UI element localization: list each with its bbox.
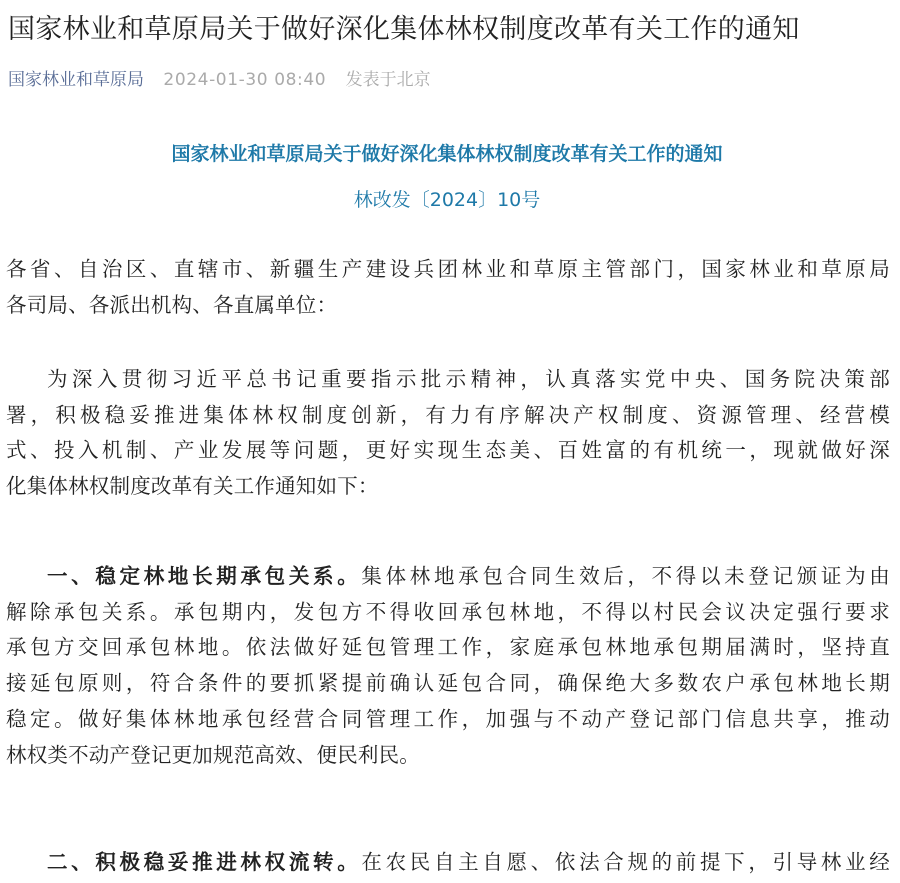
item-one-heading: 一、稳定林地长期承包关系。 (47, 564, 362, 588)
item-two-paragraph (6, 845, 890, 881)
publish-time: 2024-01-30 08:40 (163, 70, 327, 90)
text-line: 接延包原则，符合条件的要抓紧提前确认延包合同，确保绝大多数农户承包林地长期 (6, 671, 890, 696)
text-line: 稳定。做好集体林地承包经营合同管理工作，加强与不动产登记部门信息共享，推动 (6, 706, 890, 731)
text-line (6, 845, 890, 881)
document-number: 林改发〔2024〕10号 (353, 189, 541, 211)
item-two-first-line: 在农民自主自愿、依法合规的前提下，引导林业经 (361, 850, 890, 874)
article-source-link[interactable]: 国家林业和草原局 (8, 70, 144, 90)
text-line: 各司局、各派出机构、各直属单位： (6, 292, 338, 317)
article-meta (8, 66, 431, 94)
item-one-first-line: 集体林地承包合同生效后，不得以未登记颁证为由 (361, 564, 890, 588)
text-line: 林权类不动产登记更加规范高效、便民利民。 (6, 742, 420, 767)
text-line: 署，积极稳妥推进集体林权制度创新，有力有序解决产权制度、资源管理、经营模 (6, 402, 890, 427)
text-line: 为深入贯彻习近平总书记重要指示批示精神，认真落实党中央、国务院决策部 (47, 367, 890, 391)
item-one-paragraph (6, 559, 890, 773)
document-heading: 国家林业和草原局关于做好深化集体林权制度改革有关工作的通知 (171, 143, 723, 165)
item-two-heading: 二、积极稳妥推进林权流转。 (47, 850, 362, 874)
text-line: 式、投入机制、产业发展等问题，更好实现生态美、百姓富的有机统一，现就做好深 (6, 438, 890, 463)
text-line: 承包方交回承包林地。依法做好延包管理工作，家庭承包林地承包期届满时，坚持直 (6, 635, 890, 660)
text-line: 解除承包关系。承包期内，发包方不得收回承包林地，不得以村民会议决定强行要求 (6, 599, 890, 624)
salutation-paragraph (6, 252, 890, 323)
publish-location: 发表于北京 (345, 70, 431, 90)
text-line: 各省、自治区、直辖市、新疆生产建设兵团林业和草原主管部门，国家林业和草原局 (6, 257, 890, 281)
intro-paragraph (6, 362, 890, 505)
article-title: 国家林业和草原局关于做好深化集体林权制度改革有关工作的通知 (8, 14, 800, 45)
text-line: 化集体林权制度改革有关工作通知如下： (6, 474, 379, 499)
text-line (6, 559, 890, 595)
